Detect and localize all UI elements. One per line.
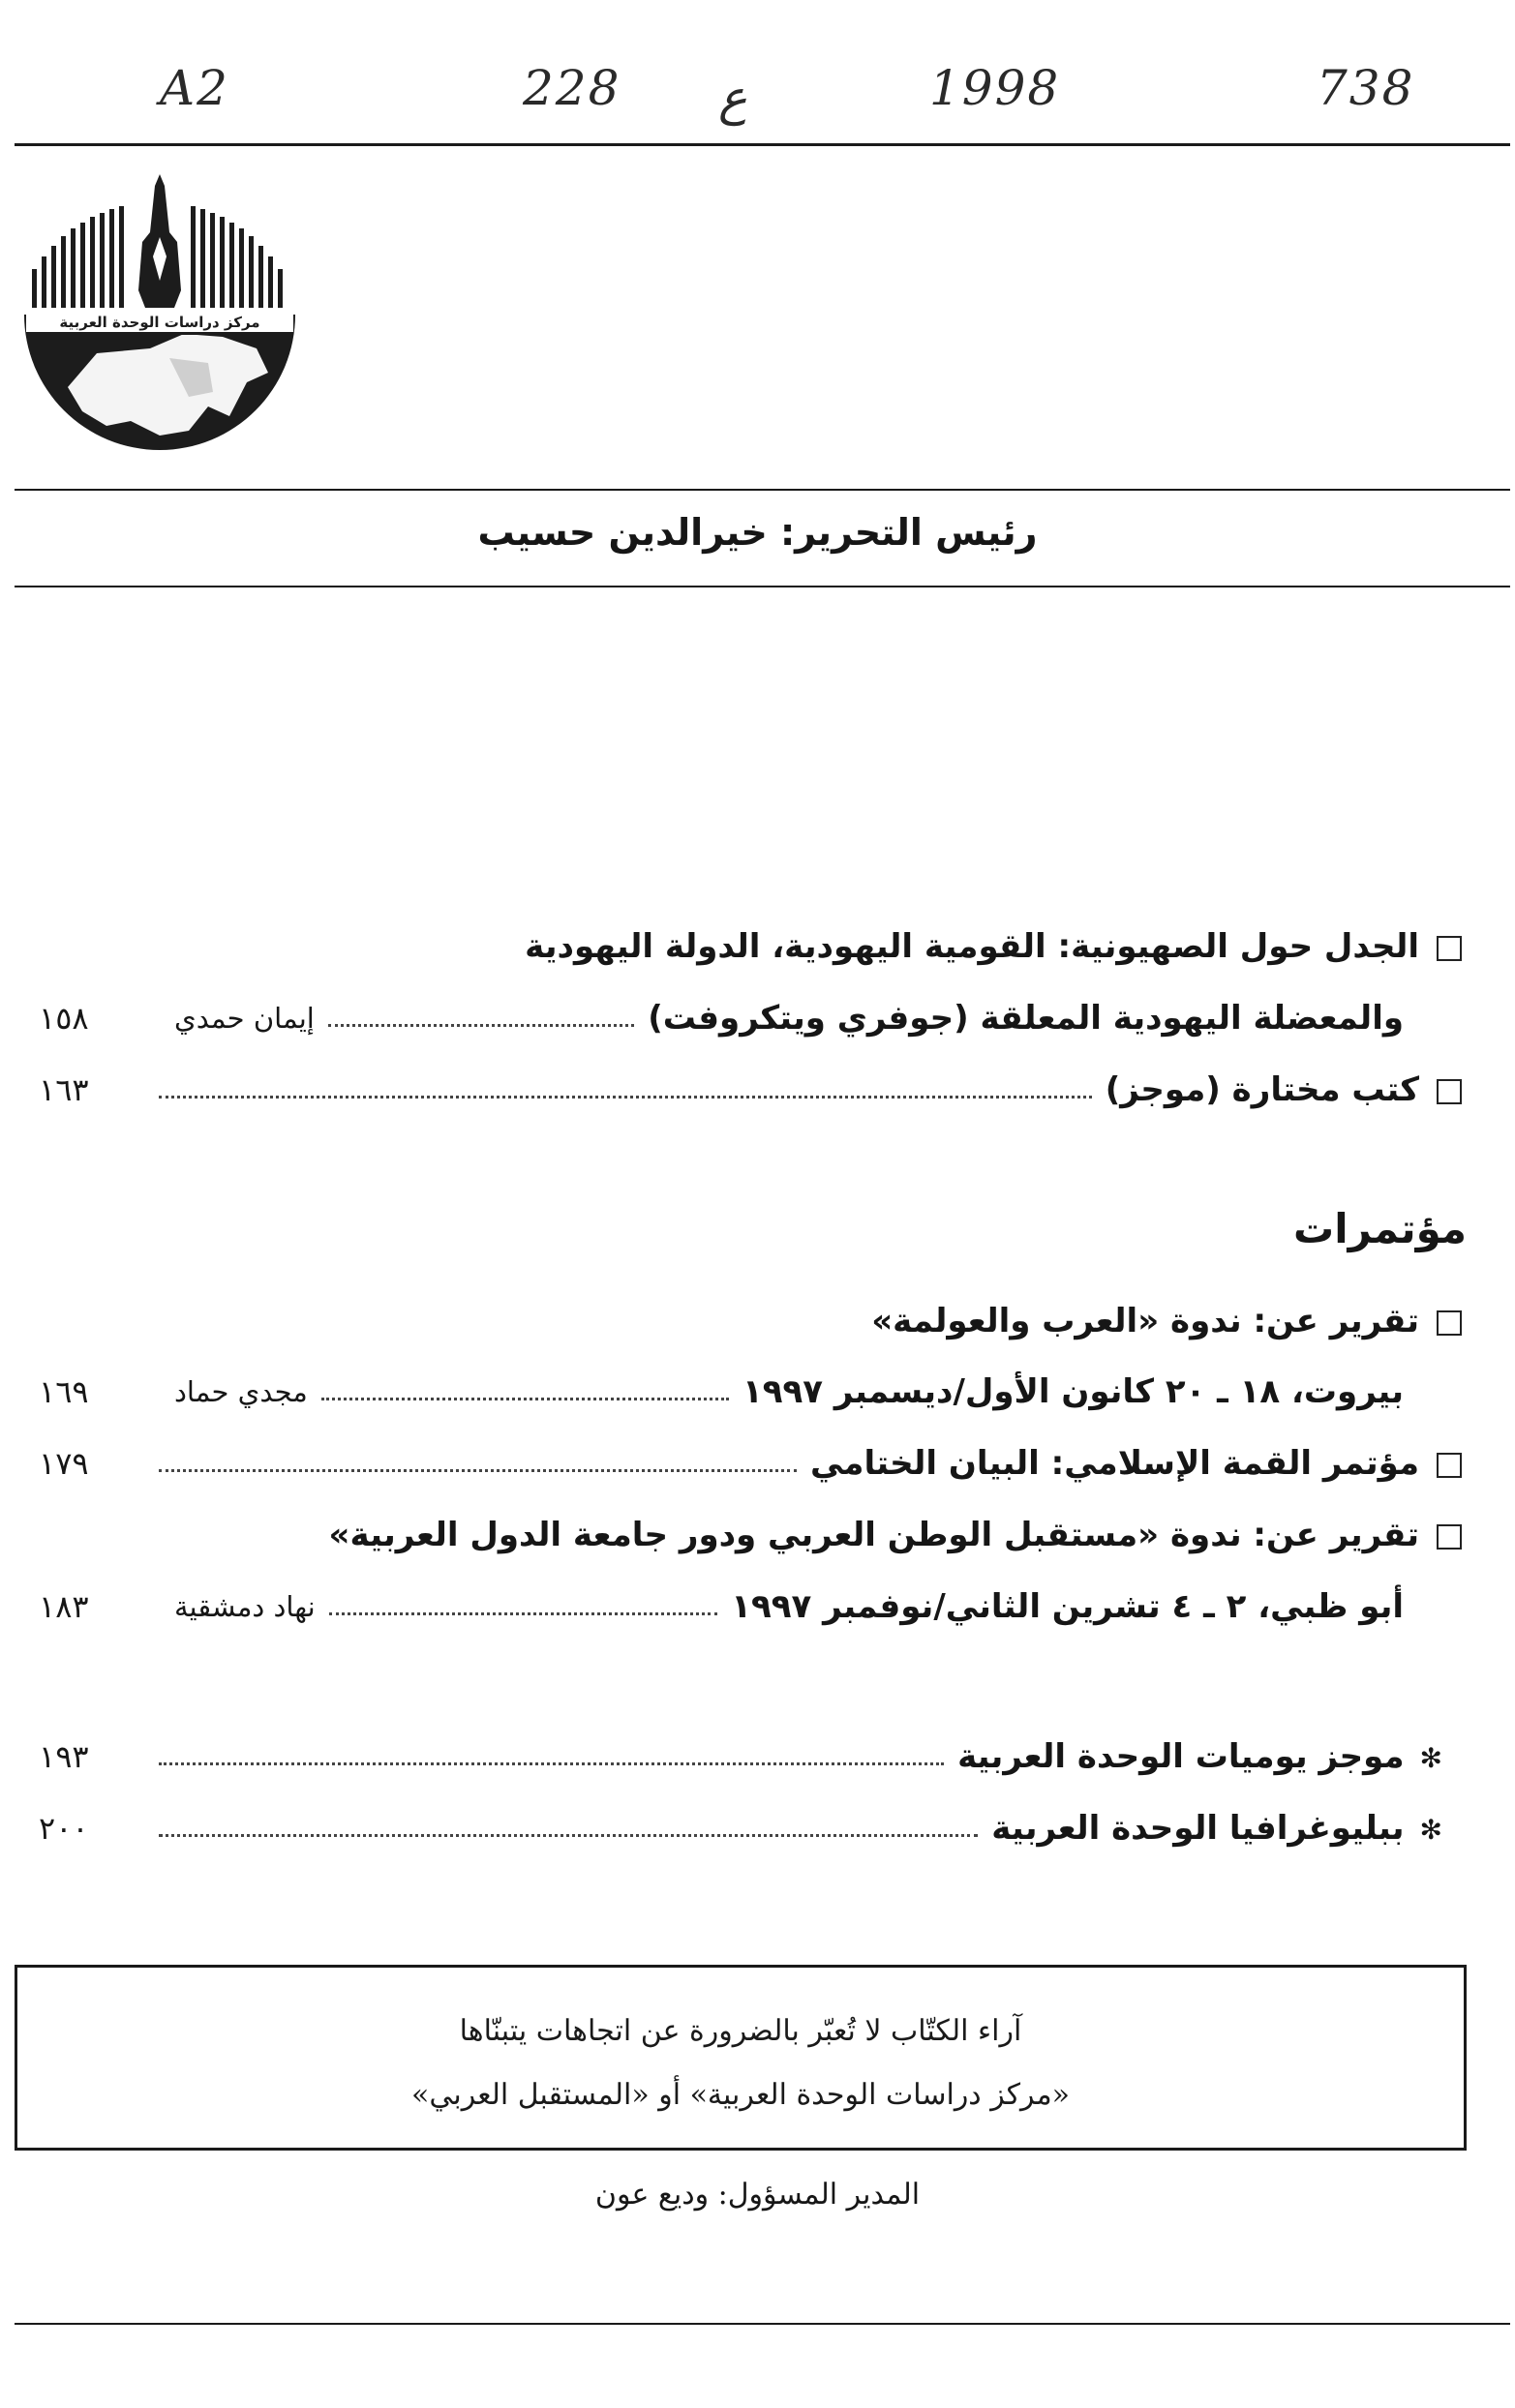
disclaimer-line: «مركز دراسات الوحدة العربية» أو «المستقبل العربي» [410,2078,1071,2112]
leader-dots [159,1749,944,1765]
editor-bottom-rule [15,586,1510,587]
editor-top-rule [15,489,1510,491]
toc-title: ✻ ببليوغرافيا الوحدة العربية [991,1809,1442,1848]
leader-dots [159,1821,978,1837]
toc-title: والمعضلة اليهودية المعلقة (جوفري ويتكروفت) [648,999,1404,1038]
toc-entry-extra [39,1728,1462,1786]
toc-page: ١٥٨ [39,1000,89,1037]
toc-entry-selected-books [39,1061,1462,1119]
bottom-rule [15,2323,1510,2325]
toc-entry-conference [39,1292,1462,1350]
toc-author: نهاد دمشقية [174,1590,316,1623]
toc-entry-extra [39,1799,1462,1857]
disclaimer-line: آراء الكتّاب لا تُعبّر بالضرورة عن اتجاهات يتبنّاها [459,2014,1022,2048]
toc-page: ١٧٩ [39,1445,89,1482]
toc-entry-conference [39,1506,1462,1564]
leader-dots [321,1384,729,1400]
handwritten-year: 1998 [929,60,1061,116]
toc-entry-zionism [39,918,1462,976]
logo-label: مركز دراسات الوحدة العربية [59,314,260,331]
handwritten-code: A2 [160,60,229,116]
leader-dots [159,1082,1092,1099]
toc-title: مؤتمر القمة الإسلامي: البيان الختامي [810,1444,1462,1483]
handwritten-id: 738 [1317,60,1415,116]
toc-title: بيروت، ١٨ ـ ٢٠ كانون الأول/ديسمبر ١٩٩٧ [742,1372,1404,1411]
toc-title: تقرير عن: ندوة «العرب والعولمة» [871,1302,1462,1340]
leader-dots [329,1599,718,1615]
toc-page: ١٨٣ [39,1588,89,1625]
editor-in-chief: رئيس التحرير: خيرالدين حسيب [477,511,1038,554]
toc-page: ١٦٩ [39,1373,89,1410]
center-logo [15,165,305,455]
toc-page: ٢٠٠ [39,1810,89,1847]
leader-dots [328,1010,634,1027]
toc-page: ١٩٣ [39,1738,89,1775]
toc-author: إيمان حمدي [174,1002,315,1035]
toc-page: ١٦٣ [39,1071,89,1108]
toc-title: الجدل حول الصهيونية: القومية اليهودية، الدولة اليهودية [525,927,1462,966]
toc-entry-conference-cont [39,1578,1462,1636]
top-rule [15,143,1510,146]
toc-entry-zionism-cont [39,989,1462,1047]
toc-entry-conference-cont [39,1363,1462,1421]
disclaimer-box [15,1965,1467,2151]
toc-title: أبو ظبي، ٢ ـ ٤ تشرين الثاني/نوفمبر ١٩٩٧ [731,1587,1404,1626]
section-heading: مؤتمرات [1293,1205,1467,1252]
toc-title: تقرير عن: ندوة «مستقبل الوطن العربي ودور جامعة الدول العربية» [329,1516,1462,1554]
toc-title: كتب مختارة (موجز) [1106,1070,1462,1109]
leader-dots [159,1456,797,1472]
toc-entry-conference [39,1434,1462,1492]
toc-title: ✻ موجز يوميات الوحدة العربية [957,1737,1442,1776]
handwritten-letter: ع [718,70,747,126]
handwritten-number: 228 [523,60,621,116]
toc-author: مجدي حماد [174,1375,308,1408]
managing-director: المدير المسؤول: وديع عون [594,2178,921,2212]
